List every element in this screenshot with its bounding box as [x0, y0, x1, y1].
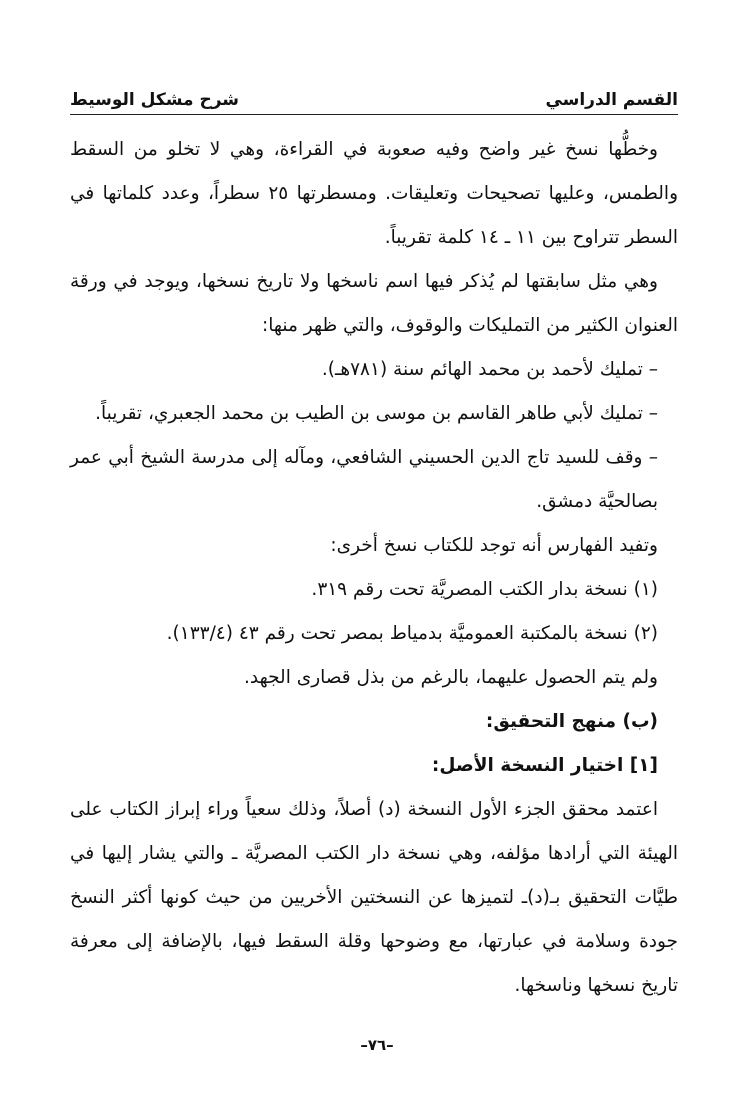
paragraph-manuscript-description: وخطُّها نسخ غير واضح وفيه صعوبة في القراءة، وهي لا تخلو من السقط والطمس، وعليها تصحيحات وتعليقات. ومسطرتها ٢٥ سطراً، وعدد كلماتها في السطر تتراوح بين ١١ ـ ١٤ كلمة تقريباً.: [70, 139, 678, 248]
section-heading-method-marker: (ب): [622, 711, 658, 732]
header-section-title: القسم الدراسي: [545, 90, 678, 110]
ownership-item-2: – تمليك لأبي طاهر القاسم بن موسى بن الطيب بن محمد الجعبري، تقريباً.: [95, 403, 658, 424]
ownership-item-3: – وقف للسيد تاج الدين الحسيني الشافعي، ومآله إلى مدرسة الشيخ أبي عمر بصالحيَّة دمشق.: [70, 447, 658, 512]
subsection-heading-title: اختيار النسخة الأصل:: [431, 755, 624, 776]
paragraph-other-copies: وتفيد الفهارس أنه توجد للكتاب نسخ أخرى:: [330, 535, 658, 556]
header-divider: [70, 114, 678, 115]
copy-item-2: (٢) نسخة بالمكتبة العموميَّة بدمياط بمصر تحت رقم ٤٣ (١٣٣/٤).: [166, 623, 658, 644]
subsection-heading-marker: [١]: [629, 755, 658, 776]
body-text: [70, 128, 678, 1008]
section-heading-method: [70, 700, 678, 744]
copy-item-1: (١) نسخة بدار الكتب المصريَّة تحت رقم ٣١٩.: [311, 579, 658, 600]
header-book-title: شرح مشكل الوسيط: [70, 90, 239, 110]
subsection-heading-base-copy: [70, 744, 678, 788]
paragraph-ownership-intro: وهي مثل سابقتها لم يُذكر فيها اسم ناسخها ولا تاريخ نسخها، ويوجد في ورقة العنوان الكثير من التمليكات والوقوف، والتي ظهر منها:: [70, 271, 678, 336]
paragraph-unobtained: ولم يتم الحصول عليهما، بالرغم من بذل قصارى الجهد.: [244, 667, 658, 688]
ownership-item-1: – تمليك لأحمد بن محمد الهائم سنة (٧٨١هـ).: [321, 359, 658, 380]
paragraph-base-copy: اعتمد محقق الجزء الأول النسخة (د) أصلاً، وذلك سعياً وراء إبراز الكتاب على الهيئة التي أرادها مؤلفه، وهي نسخة دار الكتب المصريَّة ـ والتي يشار إليها في طيَّات التحقيق بـ(د)ـ لتميزها عن النسختين الأخريين من حيث كونها أكثر النسخ جودة وسلامة في عبارتها، مع وضوحها وقلة السقط فيها، بالإضافة إلى معرفة تاريخ نسخها وناسخها.: [70, 799, 678, 996]
page-number: –٧٦–: [360, 1036, 394, 1054]
running-header: [70, 76, 678, 110]
section-heading-method-title: منهج التحقيق:: [485, 711, 617, 732]
